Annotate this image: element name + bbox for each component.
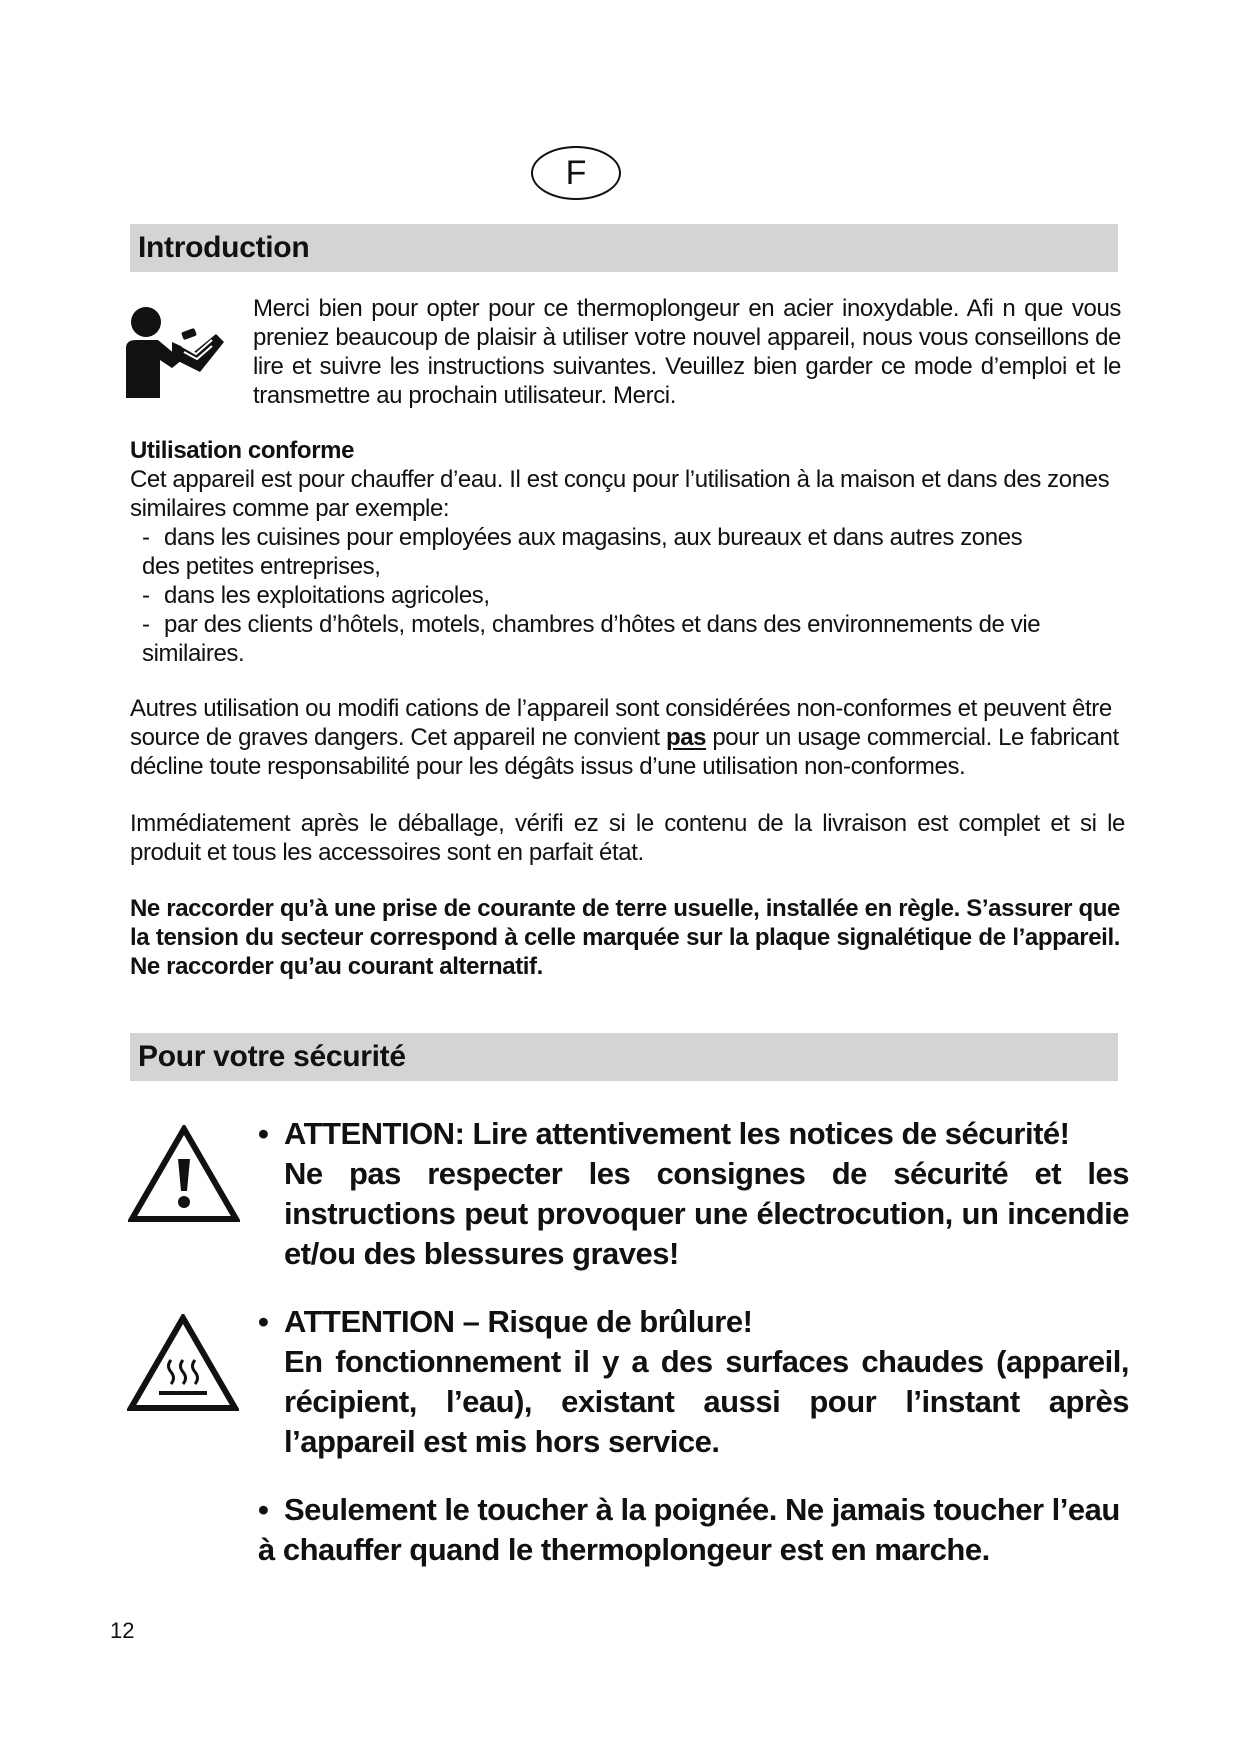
introduction-heading: Introduction: [130, 224, 1118, 272]
warning-block: • Seulement le toucher à la poignée. Ne jamais toucher l’eau à chauffer quand le thermoplongeur est en marche.: [258, 1492, 1120, 1567]
warning-body: En fonctionnement il y a des surfaces chaudes (appareil, récipient, l’eau), existant aussi pour l’instant après l’appareil est mis hors service.: [284, 1344, 1129, 1459]
emphasis-pas: pas: [665, 724, 707, 751]
hot-surface-icon: [127, 1314, 239, 1412]
electrical-paragraph: Ne raccorder qu’à une prise de courante de terre usuelle, installée en règle. S’assurer que la tension du secteur correspond à celle marquée sur la plaque signalétique de l’appareil. Ne raccorder qu’au courant alternatif.: [130, 895, 1120, 980]
warning-title: ATTENTION – Risque de brûlure!: [284, 1304, 753, 1339]
unpacking-paragraph: Immédiatement après le déballage, vérifi ez si le contenu de la livraison est complet et si le produit et tous les accessoires sont en parfait état.: [130, 810, 1125, 866]
warning-triangle-icon: [128, 1125, 240, 1223]
securite-heading: Pour votre sécurité: [130, 1033, 1118, 1081]
warning-block: • ATTENTION: Lire attentivement les notices de sécurité! Ne pas respecter les consignes de sécurité et les instructions peut provoquer une électrocution, un incendie et/ou des blessures graves!: [258, 1114, 1138, 1274]
warning-block: • ATTENTION – Risque de brûlure! En fonctionnement il y a des surfaces chaudes (appareil, récipient, l’eau), existant aussi pour l’instant après l’appareil est mis hors service.: [258, 1302, 1138, 1462]
warning-title: Seulement le toucher à la poignée. Ne jamais toucher l’eau à chauffer quand le thermoplongeur est en marche.: [258, 1492, 1120, 1567]
utilisation-intro: Cet appareil est pour chauffer d’eau. Il est conçu pour l’utilisation à la maison et dans des zones similaires comme par exemple:: [130, 466, 1110, 522]
list-item: - dans les cuisines pour employées aux magasins, aux bureaux et dans autres zones des petites entreprises,: [142, 524, 1023, 580]
warning-body: Ne pas respecter les consignes de sécurité et les instructions peut provoquer une électrocution, un incendie et/ou des blessures graves!: [284, 1156, 1129, 1271]
language-badge: F: [531, 146, 621, 200]
other-use-paragraph: Autres utilisation ou modifi cations de l’appareil sont considérées non-conformes et peuvent être source de graves dangers. Cet appareil ne convient pas pour un usage commercial. Le fabricant décline toute responsabilité pour les dégâts issus d’une utilisation non-conformes.: [130, 695, 1119, 780]
reading-person-icon: [124, 302, 232, 400]
utilisation-title: Utilisation conforme: [130, 437, 355, 464]
list-item: - dans les exploitations agricoles,: [142, 582, 490, 609]
warning-title: ATTENTION: Lire attentivement les notices de sécurité!: [284, 1116, 1070, 1151]
introduction-paragraph: Merci bien pour opter pour ce thermoplongeur en acier inoxydable. Afi n que vous preniez beaucoup de plaisir à utiliser votre nouvel appareil, nous vous conseillons de lire et suivre les instructions suivantes. Veuillez bien garder ce mode d’emploi et le transmettre au prochain utilisateur. Merci.: [253, 295, 1121, 409]
page-number: 12: [110, 1618, 135, 1643]
list-item: - par des clients d’hôtels, motels, chambres d’hôtes et dans des environnements de vie similaires.: [142, 611, 1041, 667]
